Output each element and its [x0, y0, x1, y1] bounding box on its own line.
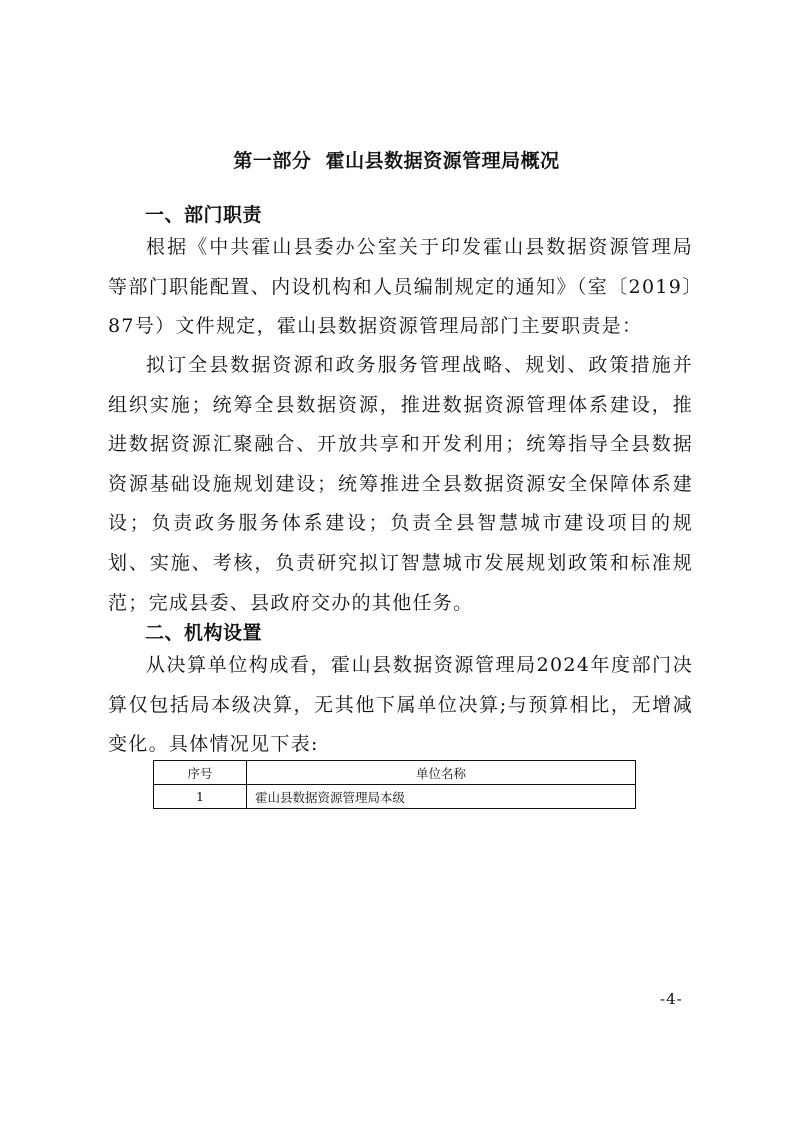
table-cell-number: 1 — [154, 785, 247, 809]
table-header-row — [154, 761, 636, 785]
table-row — [154, 785, 636, 809]
paragraph-organization: 从决算单位构成看，霍山县数据资源管理局2024年度部门决算仅包括局本级决算，无其他下属单位决算;与预算相比，无增减变化。具体情况见下表: — [108, 654, 693, 756]
table-header-unit-name: 单位名称 — [247, 761, 636, 785]
unit-table — [153, 760, 636, 809]
section-heading-duties: 一、部门职责 — [145, 204, 263, 226]
page-title: 第一部分 霍山县数据资源管理局概况 — [233, 150, 560, 172]
page-number: -4- — [660, 990, 683, 1008]
section-heading-organization: 二、机构设置 — [145, 622, 263, 644]
table-cell-unit-name: 霍山县数据资源管理局本级 — [247, 785, 636, 809]
paragraph-duties-basis: 根据《中共霍山县委办公室关于印发霍山县数据资源管理局等部门职能配置、内设机构和人员编制规定的通知》（室〔2019〕87号）文件规定，霍山县数据资源管理局部门主要职责是： — [108, 236, 693, 338]
paragraph-duties-list: 拟订全县数据资源和政务服务管理战略、规划、政策措施并组织实施；统筹全县数据资源，推进数据资源管理体系建设，推进数据资源汇聚融合、开放共享和开发利用；统筹指导全县数据资源基础设施规划建设；统筹推进全县数据资源安全保障体系建设；负责政务服务体系建设；负责全县智慧城市建设项目的规划、实施、考核，负责研究拟订智慧城市发展规划政策和标准规范；完成县委、县政府交办的其他任务。 — [108, 354, 693, 614]
table-header-number: 序号 — [154, 761, 247, 785]
